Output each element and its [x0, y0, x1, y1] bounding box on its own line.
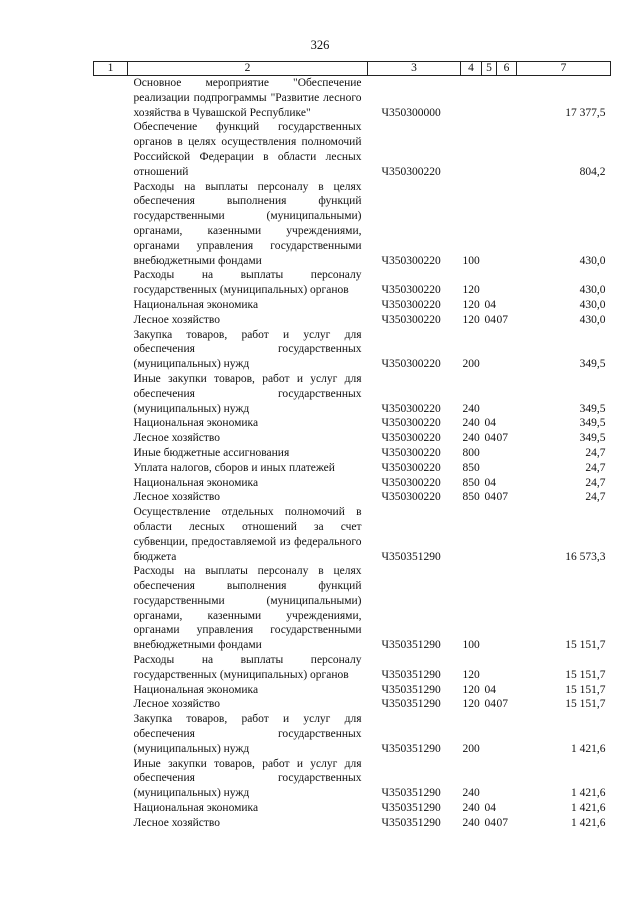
cell-expense-type: 240: [462, 417, 480, 430]
cell-expense-type: 240: [462, 816, 480, 829]
cell-name: Лесное хозяйство: [133, 432, 221, 445]
cell-section: 04: [484, 816, 496, 829]
cell-col-1: [94, 653, 128, 683]
cell-section: [482, 446, 497, 461]
cell-target-code: Ч350300220: [381, 284, 441, 297]
cell-col-1: [94, 801, 128, 816]
cell-col-1: [94, 712, 128, 756]
cell-expense-type: 850: [462, 491, 480, 504]
cell-section: [482, 372, 497, 416]
cell-name: Основное мероприятие "Обеспечение реализации подпрограммы "Развитие лесного хозяйства в Чувашской Республике": [133, 77, 362, 119]
cell-subsection: 07: [496, 432, 508, 445]
table-row: [94, 76, 611, 121]
cell-section: 04: [484, 698, 496, 711]
cell-expense-type: 240: [462, 402, 480, 415]
table-row: [94, 372, 611, 416]
cell-amount: 349,5: [579, 358, 606, 371]
cell-col-1: [94, 816, 128, 831]
cell-name: Национальная экономика: [133, 417, 259, 430]
cell-amount: 24,7: [585, 491, 606, 504]
cell-subsection: 07: [496, 698, 508, 711]
cell-amount: 1 421,6: [571, 742, 606, 755]
cell-amount: 24,7: [585, 476, 606, 489]
header-col-5: 5: [482, 62, 497, 76]
cell-section: [482, 328, 497, 372]
cell-amount: 24,7: [585, 461, 606, 474]
table-row: [94, 431, 611, 446]
cell-amount: 430,0: [579, 284, 606, 297]
cell-target-code: Ч350300220: [381, 417, 441, 430]
cell-expense-type: 200: [462, 742, 480, 755]
cell-subsection: [497, 505, 517, 564]
cell-section: 04: [484, 802, 496, 815]
cell-subsection: [497, 653, 517, 683]
table-row: [94, 683, 611, 698]
cell-col-1: [94, 683, 128, 698]
cell-col-1: [94, 76, 128, 121]
cell-col-1: [94, 120, 128, 179]
cell-name: Расходы на выплаты персоналу государственных (муниципальных) органов: [133, 269, 362, 297]
cell-col-1: [94, 180, 128, 269]
table-row: [94, 298, 611, 313]
cell-amount: 430,0: [579, 298, 606, 311]
cell-section: [482, 180, 497, 269]
cell-amount: 15 151,7: [565, 639, 606, 652]
cell-subsection: [497, 268, 517, 298]
cell-target-code: Ч350351290: [381, 550, 441, 563]
cell-col-1: [94, 490, 128, 505]
cell-section: 04: [484, 476, 496, 489]
cell-target-code: Ч350300220: [381, 476, 441, 489]
cell-col-1: [94, 697, 128, 712]
table-row: [94, 180, 611, 269]
cell-subsection: [497, 120, 517, 179]
cell-name: Национальная экономика: [133, 683, 259, 696]
cell-expense-type: 120: [462, 298, 480, 311]
cell-target-code: Ч350300220: [381, 491, 441, 504]
cell-name: Расходы на выплаты персоналу в целях обеспечения выполнения функций государственными (муниципальными) органами, казенными учреждениями, органами управления государственными внебюджетными фондами: [133, 565, 362, 652]
cell-expense-type: 120: [462, 313, 480, 326]
cell-name: Осуществление отдельных полномочий в области лесных отношений за счет субвенции, предоставляемой из федерального бюджета: [133, 506, 362, 563]
cell-amount: 1 421,6: [571, 802, 606, 815]
cell-expense-type: 240: [462, 802, 480, 815]
cell-amount: 1 421,6: [571, 787, 606, 800]
cell-col-1: [94, 416, 128, 431]
cell-amount: 430,0: [579, 313, 606, 326]
table-row: [94, 268, 611, 298]
table-row: [94, 476, 611, 491]
cell-target-code: Ч350351290: [381, 787, 441, 800]
cell-section: [482, 712, 497, 756]
cell-subsection: [497, 372, 517, 416]
cell-target-code: Ч350351290: [381, 816, 441, 829]
cell-subsection: 07: [496, 313, 508, 326]
cell-target-code: Ч350300220: [381, 298, 441, 311]
header-col-7: 7: [517, 62, 611, 76]
table-row: [94, 313, 611, 328]
table-row: [94, 328, 611, 372]
cell-section: [482, 505, 497, 564]
cell-name: Расходы на выплаты персоналу государственных (муниципальных) органов: [133, 654, 362, 681]
cell-subsection: [497, 757, 517, 801]
cell-target-code: Ч350351290: [381, 802, 441, 815]
cell-amount: 349,5: [579, 417, 606, 430]
cell-target-code: Ч350351290: [381, 742, 441, 755]
table-row: [94, 446, 611, 461]
cell-name: Обеспечение функций государственных органов в целях осуществления полномочий Российской Федерации в области лесных отношений: [133, 121, 362, 178]
table-row: [94, 490, 611, 505]
header-col-6: 6: [497, 62, 517, 76]
table-row: [94, 564, 611, 653]
cell-expense-type: 850: [462, 476, 480, 489]
cell-section: 04: [484, 417, 496, 430]
cell-target-code: Ч350351290: [381, 668, 441, 681]
cell-name: Закупка товаров, работ и услуг для обеспечения государственных (муниципальных) нужд: [133, 713, 362, 755]
cell-name: Лесное хозяйство: [133, 313, 221, 326]
budget-table: [93, 61, 611, 831]
cell-target-code: Ч350300220: [381, 254, 441, 267]
cell-target-code: Ч350300000: [381, 106, 441, 119]
header-row: [94, 62, 611, 76]
header-col-1: 1: [94, 62, 128, 76]
table-row: [94, 697, 611, 712]
cell-section: 04: [484, 491, 496, 504]
cell-amount: 1 421,6: [571, 816, 606, 829]
cell-name: Лесное хозяйство: [133, 698, 221, 711]
cell-col-1: [94, 298, 128, 313]
table-row: [94, 416, 611, 431]
cell-expense-type: 240: [462, 432, 480, 445]
cell-target-code: Ч350300220: [381, 432, 441, 445]
cell-amount: 430,0: [579, 254, 606, 267]
cell-expense-type: 120: [462, 683, 480, 696]
table-row: [94, 801, 611, 816]
cell-subsection: [497, 683, 517, 698]
cell-name: Лесное хозяйство: [133, 816, 221, 829]
cell-section: 04: [484, 298, 496, 311]
cell-target-code: Ч350300220: [381, 358, 441, 371]
cell-section: [482, 120, 497, 179]
table-row: [94, 461, 611, 476]
cell-section: [482, 76, 497, 121]
cell-col-1: [94, 564, 128, 653]
cell-section: [482, 268, 497, 298]
cell-target-code: Ч350351290: [381, 639, 441, 652]
cell-target-code: Ч350351290: [381, 698, 441, 711]
cell-expense-type: 240: [462, 787, 480, 800]
cell-name: Иные закупки товаров, работ и услуг для обеспечения государственных (муниципальных) нужд: [133, 372, 362, 415]
cell-col-1: [94, 446, 128, 461]
table-row: [94, 505, 611, 564]
cell-subsection: [497, 564, 517, 653]
cell-col-1: [94, 328, 128, 372]
cell-subsection: [497, 298, 517, 313]
cell-amount: 804,2: [579, 165, 606, 178]
cell-amount: 24,7: [585, 446, 606, 459]
cell-expense-type: [461, 120, 482, 179]
cell-name: Расходы на выплаты персоналу в целях обеспечения выполнения функций государственными (муниципальными) органами, казенными учреждениями, органами управления государственными внебюджетными фондами: [133, 180, 362, 267]
page-number: 326: [310, 38, 330, 52]
cell-name: Национальная экономика: [133, 476, 259, 489]
table-body: [94, 76, 611, 831]
header-col-3: 3: [368, 62, 461, 76]
cell-amount: 15 151,7: [565, 698, 606, 711]
cell-section: 04: [484, 683, 496, 696]
table-row: [94, 120, 611, 179]
cell-section: [482, 564, 497, 653]
cell-target-code: Ч350351290: [381, 683, 441, 696]
cell-subsection: [497, 712, 517, 756]
table-row: [94, 816, 611, 831]
cell-col-1: [94, 757, 128, 801]
cell-target-code: Ч350300220: [381, 402, 441, 415]
table-row: [94, 757, 611, 801]
cell-subsection: [497, 801, 517, 816]
cell-target-code: Ч350300220: [381, 313, 441, 326]
cell-name: Закупка товаров, работ и услуг для обеспечения государственных (муниципальных) нужд: [133, 328, 362, 371]
cell-expense-type: 800: [462, 446, 480, 459]
table-row: [94, 712, 611, 756]
cell-expense-type: 100: [462, 639, 480, 652]
header-col-2: 2: [128, 62, 368, 76]
cell-expense-type: 850: [462, 461, 480, 474]
cell-col-1: [94, 431, 128, 446]
cell-subsection: 07: [496, 491, 508, 504]
cell-subsection: [497, 446, 517, 461]
cell-name: Лесное хозяйство: [133, 491, 221, 504]
cell-expense-type: 100: [462, 254, 480, 267]
header-col-4: 4: [461, 62, 482, 76]
cell-name: Иные бюджетные ассигнования: [133, 446, 290, 459]
cell-expense-type: 120: [462, 698, 480, 711]
cell-section: [482, 653, 497, 683]
cell-section: [482, 461, 497, 476]
cell-name: Иные закупки товаров, работ и услуг для обеспечения государственных (муниципальных) нужд: [133, 757, 362, 800]
cell-amount: 17 377,5: [565, 106, 606, 119]
cell-section: 04: [484, 313, 496, 326]
cell-subsection: [497, 461, 517, 476]
cell-amount: 16 573,3: [565, 550, 606, 563]
cell-col-1: [94, 313, 128, 328]
cell-amount: 15 151,7: [565, 683, 606, 696]
table-row: [94, 653, 611, 683]
cell-target-code: Ч350300220: [381, 446, 441, 459]
cell-name: Уплата налогов, сборов и иных платежей: [133, 461, 335, 474]
cell-col-1: [94, 476, 128, 491]
cell-amount: 15 151,7: [565, 668, 606, 681]
cell-expense-type: 200: [462, 358, 480, 371]
cell-subsection: [497, 476, 517, 491]
cell-section: [482, 757, 497, 801]
cell-target-code: Ч350300220: [381, 165, 441, 178]
cell-expense-type: [461, 76, 482, 121]
cell-subsection: [497, 76, 517, 121]
cell-name: Национальная экономика: [133, 802, 259, 815]
cell-section: 04: [484, 432, 496, 445]
cell-subsection: [497, 328, 517, 372]
cell-subsection: 07: [496, 816, 508, 829]
cell-col-1: [94, 372, 128, 416]
cell-target-code: Ч350300220: [381, 461, 441, 474]
cell-col-1: [94, 505, 128, 564]
table-header: [94, 62, 611, 76]
cell-amount: 349,5: [579, 432, 606, 445]
cell-expense-type: 120: [462, 668, 480, 681]
cell-col-1: [94, 461, 128, 476]
cell-amount: 349,5: [579, 402, 606, 415]
cell-subsection: [497, 416, 517, 431]
cell-name: Национальная экономика: [133, 298, 259, 311]
cell-col-1: [94, 268, 128, 298]
cell-expense-type: 120: [462, 284, 480, 297]
cell-expense-type: [461, 505, 482, 564]
cell-subsection: [497, 180, 517, 269]
